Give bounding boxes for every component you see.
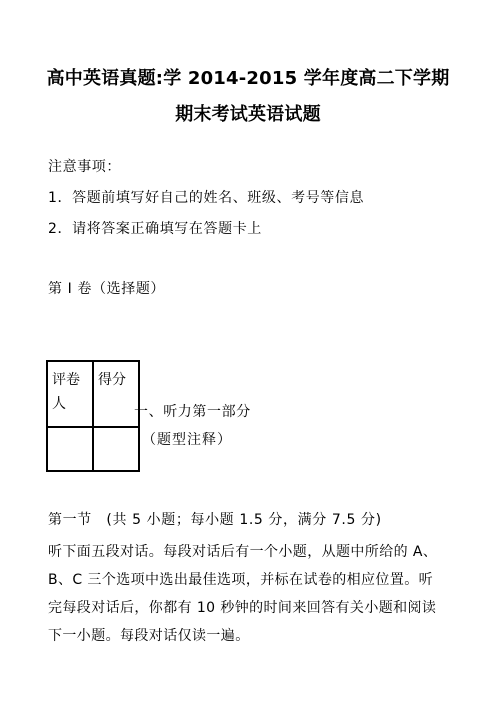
instruction-line: B、C 三个选项中选出最佳选项，并标在试卷的相应位置。听 [48, 572, 434, 588]
instruction-line: 完每段对话后，你都有 10 秒钟的时间来回答有关小题和阅读 [48, 600, 437, 616]
notes-heading: 注意事项： [48, 159, 121, 175]
section-heading: 第一节 (共 5 小题；每小题 1.5 分，满分 7.5 分) [48, 512, 382, 528]
grader-header-cell: 评卷人 [47, 361, 93, 427]
part-title: 一、听力第一部分 [134, 404, 251, 420]
part-subtitle: （题型注释） [142, 432, 232, 448]
document-title-line-1: 高中英语真题:学 2014-2015 学年度高二下学期 [46, 68, 450, 89]
document-title-line-2: 期末考试英语试题 [175, 104, 321, 125]
volume-heading: 第 I 卷（选择题） [48, 281, 166, 297]
score-value-cell [93, 427, 139, 471]
note-item-1: 1．答题前填写好自己的姓名、班级、考号等信息 [48, 190, 365, 206]
instruction-line: 听下面五段对话。每段对话后有一个小题，从题中所给的 A、 [48, 544, 438, 560]
instructions-paragraph [48, 538, 458, 650]
score-header-cell: 得分 [93, 361, 139, 427]
instruction-line: 下一小题。每段对话仅读一遍。 [48, 628, 250, 644]
grading-table [46, 360, 140, 472]
grader-value-cell [47, 427, 93, 471]
note-item-2: 2．请将答案正确填写在答题卡上 [48, 221, 262, 237]
